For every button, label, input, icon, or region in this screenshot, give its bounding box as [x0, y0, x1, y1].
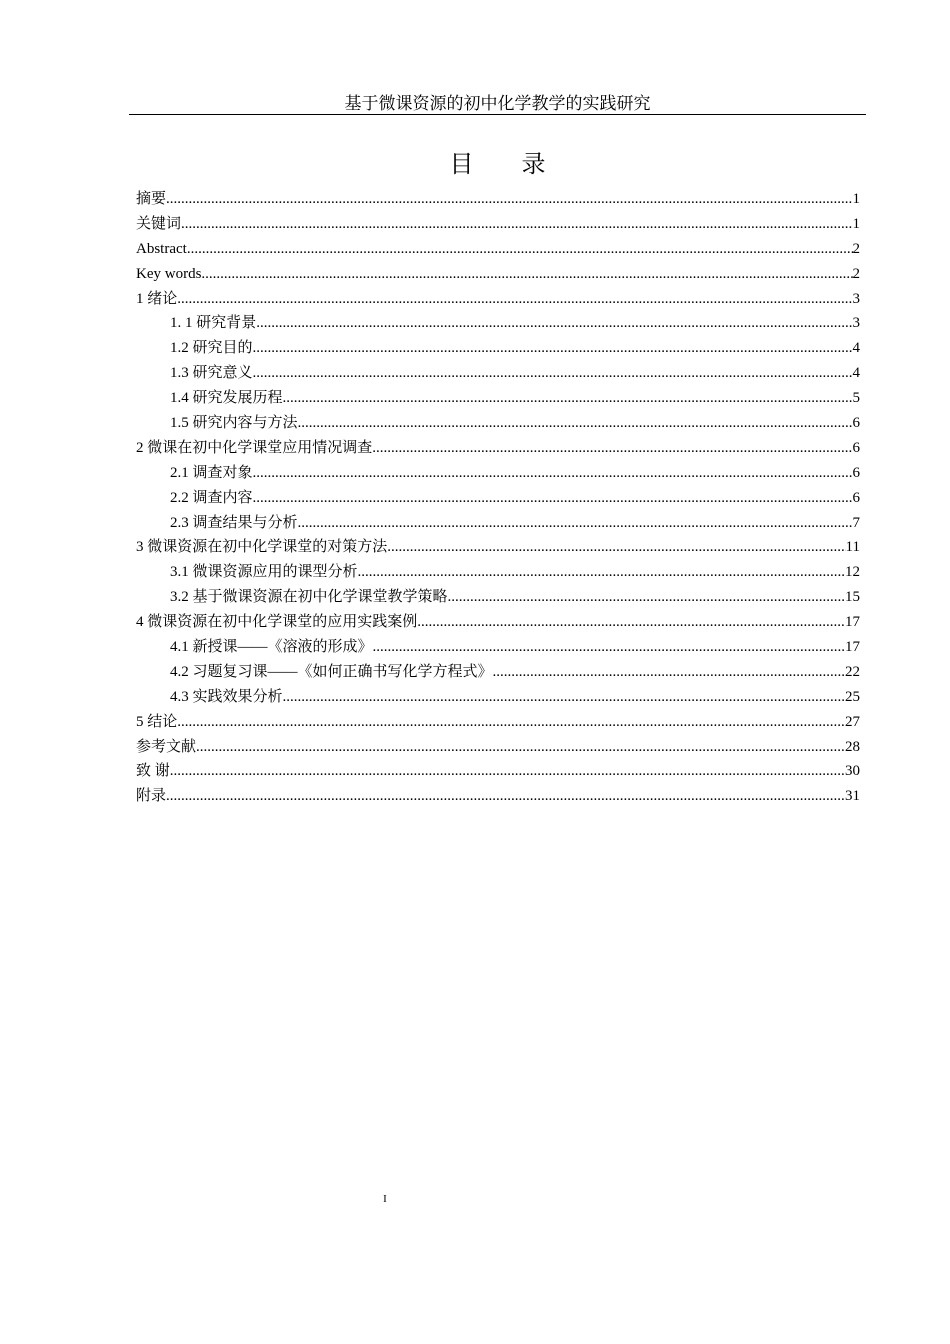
- toc-entry[interactable]: [136, 237, 860, 262]
- toc-entry-page: 4: [852, 340, 860, 357]
- toc-entry[interactable]: [136, 560, 860, 585]
- toc-entry-label: 参考文献: [136, 738, 197, 755]
- toc-entry-label: 1.2 研究目的: [170, 340, 253, 357]
- toc-entry-label: 关键词: [136, 215, 182, 232]
- toc-entry[interactable]: [136, 411, 860, 436]
- toc-dot-leader: [358, 560, 845, 585]
- toc-entry-page: 15: [845, 589, 860, 606]
- toc-dot-leader: [387, 535, 845, 560]
- toc-entry-label: 2.1 调查对象: [170, 464, 253, 481]
- toc-entry[interactable]: [136, 486, 860, 511]
- toc-entry-page: 25: [845, 688, 860, 705]
- toc-entry-page: 2: [852, 240, 860, 257]
- toc-entry-page: 12: [845, 564, 860, 581]
- toc-dot-leader: [170, 759, 845, 784]
- toc-entry[interactable]: [136, 710, 860, 735]
- toc-entry-label: 1.5 研究内容与方法: [170, 415, 298, 432]
- toc-entry-page: 22: [845, 663, 860, 680]
- toc-entry-page: 6: [852, 464, 860, 481]
- toc-dot-leader: [256, 311, 852, 336]
- toc-entry[interactable]: [136, 386, 860, 411]
- toc-entry-label: 4.2 习题复习课——《如何正确书写化学方程式》: [170, 663, 493, 680]
- toc-entry-label: 附录: [136, 788, 167, 805]
- toc-entry-page: 1: [852, 215, 860, 232]
- toc-entry-label: 1 绪论: [136, 290, 178, 307]
- toc-entry-label: 4.1 新授课——《溶液的形成》: [170, 639, 373, 656]
- toc-entry-label: 致 谢: [136, 763, 170, 780]
- header-rule: [129, 114, 866, 115]
- toc-entry-page: 2: [852, 265, 860, 282]
- toc-entry-label: 3.1 微课资源应用的课型分析: [170, 564, 358, 581]
- toc-dot-leader: [298, 411, 853, 436]
- toc-entry[interactable]: [136, 461, 860, 486]
- toc-dot-leader: [187, 237, 853, 262]
- toc-entry-label: 2 微课在初中化学课堂应用情况调查: [136, 439, 373, 456]
- toc-entry-page: 31: [845, 788, 860, 805]
- toc-entry[interactable]: [136, 535, 860, 560]
- toc-dot-leader: [253, 336, 853, 361]
- footer-page-number: I: [383, 1193, 387, 1205]
- toc-entry[interactable]: [136, 436, 860, 461]
- toc-entry[interactable]: [136, 735, 860, 760]
- toc-entry-label: 5 结论: [136, 713, 178, 730]
- toc-entry[interactable]: [136, 784, 860, 809]
- toc-entry[interactable]: [136, 635, 860, 660]
- toc-entry-label: Abstract: [136, 240, 187, 257]
- toc-entry[interactable]: [136, 511, 860, 536]
- toc-entry-page: 3: [852, 315, 860, 332]
- toc-entry[interactable]: [136, 361, 860, 386]
- toc-entry[interactable]: [136, 759, 860, 784]
- toc-entry-page: 5: [852, 390, 860, 407]
- toc-dot-leader: [177, 287, 852, 312]
- toc-dot-leader: [166, 784, 845, 809]
- toc-entry[interactable]: [136, 585, 860, 610]
- toc-entry-page: 1: [852, 191, 860, 207]
- toc-entry[interactable]: [136, 287, 860, 312]
- toc-dot-leader: [253, 461, 853, 486]
- toc-dot-leader: [181, 212, 852, 237]
- toc-dot-leader: [253, 486, 853, 511]
- toc-entry-page: 11: [845, 539, 860, 556]
- toc-entry-label: 2.3 调查结果与分析: [170, 514, 298, 531]
- toc-dot-leader: [417, 610, 845, 635]
- toc-entry-label: 4 微课资源在初中化学课堂的应用实践案例: [136, 614, 418, 631]
- toc-dot-leader: [196, 735, 845, 760]
- toc-dot-leader: [298, 511, 853, 536]
- table-of-contents: [136, 187, 860, 809]
- toc-dot-leader: [253, 361, 853, 386]
- toc-dot-leader: [373, 635, 845, 660]
- toc-dot-leader: [372, 436, 852, 461]
- toc-heading: [0, 150, 950, 178]
- toc-entry-label: 2.2 调查内容: [170, 489, 253, 506]
- toc-entry-label: 1.4 研究发展历程: [170, 390, 283, 407]
- toc-entry-page: 27: [845, 713, 860, 730]
- toc-entry-page: 17: [845, 614, 860, 631]
- toc-entry-page: 4: [852, 365, 860, 382]
- toc-entry-page: 3: [852, 290, 860, 307]
- toc-entry-page: 6: [852, 489, 860, 506]
- toc-entry[interactable]: [136, 685, 860, 710]
- toc-entry[interactable]: [136, 212, 860, 237]
- toc-entry-label: Key words: [136, 265, 202, 282]
- toc-entry[interactable]: [136, 660, 860, 685]
- toc-entry[interactable]: [136, 311, 860, 336]
- toc-dot-leader: [448, 585, 845, 610]
- toc-entry[interactable]: [136, 187, 860, 212]
- toc-entry[interactable]: [136, 336, 860, 361]
- toc-entry-page: 7: [852, 514, 860, 531]
- running-header-title: 基于微课资源的初中化学教学的实践研究: [344, 94, 651, 113]
- toc-entry-label: 1. 1 研究背景: [170, 315, 257, 332]
- toc-dot-leader: [493, 660, 845, 685]
- toc-entry-label: 1.3 研究意义: [170, 365, 253, 382]
- toc-dot-leader: [177, 710, 845, 735]
- toc-entry-page: 28: [845, 738, 860, 755]
- toc-entry-label: 摘要: [136, 191, 167, 207]
- toc-dot-leader: [201, 262, 852, 287]
- toc-entry-page: 30: [845, 763, 860, 780]
- toc-dot-leader: [166, 187, 852, 212]
- toc-entry[interactable]: [136, 262, 860, 287]
- toc-entry-label: 3.2 基于微课资源在初中化学课堂教学策略: [170, 589, 448, 606]
- toc-entry-page: 6: [852, 439, 860, 456]
- toc-heading-left: 目: [449, 150, 474, 178]
- toc-heading-right: 录: [521, 150, 546, 178]
- toc-entry[interactable]: [136, 610, 860, 635]
- toc-entry-page: 6: [852, 415, 860, 432]
- toc-entry-label: 4.3 实践效果分析: [170, 688, 283, 705]
- toc-dot-leader: [283, 685, 845, 710]
- toc-entry-label: 3 微课资源在初中化学课堂的对策方法: [136, 539, 388, 556]
- toc-dot-leader: [283, 386, 853, 411]
- toc-entry-page: 17: [845, 639, 860, 656]
